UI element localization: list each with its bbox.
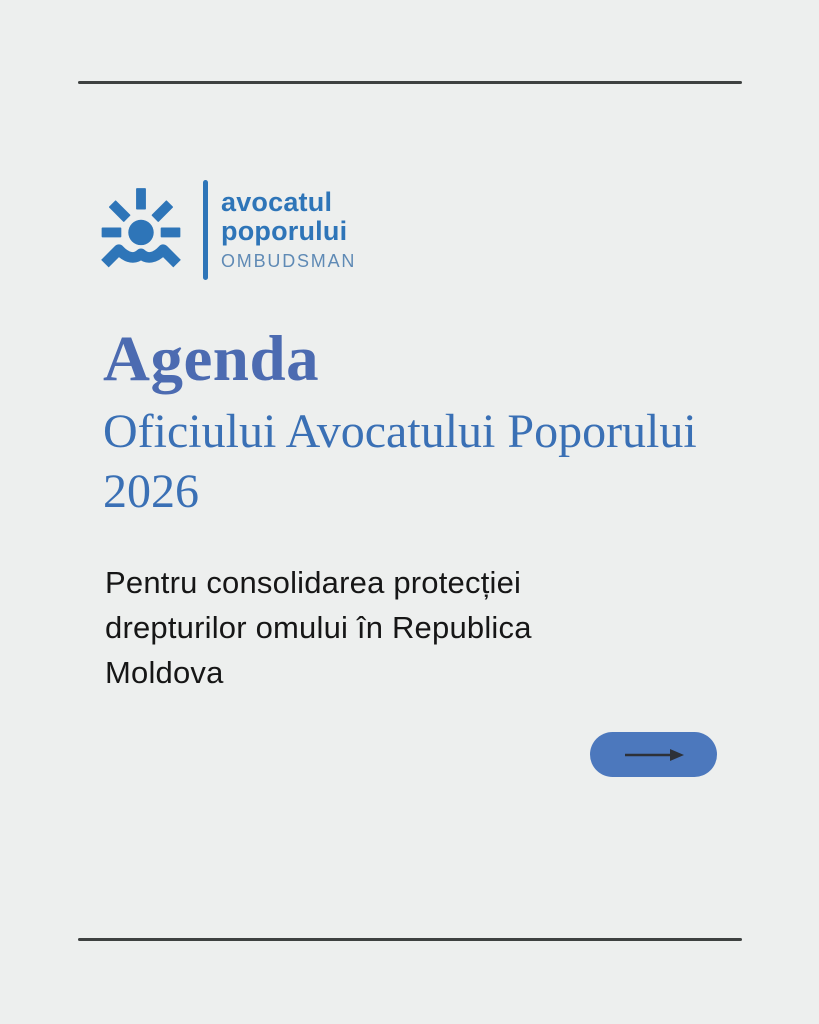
sun-eye-icon: [100, 183, 182, 277]
bottom-divider-line: [78, 938, 742, 941]
logo-subtext: OMBUDSMAN: [221, 251, 357, 271]
tagline-line-2: drepturilor omului în Republica: [105, 610, 532, 645]
logo-wordmark-line2: poporului: [221, 216, 348, 246]
logo-divider-bar: [203, 180, 208, 280]
tagline-line-1: Pentru consolidarea protecției: [105, 565, 522, 600]
page-title: Agenda: [103, 323, 320, 395]
logo-wordmark: [221, 188, 356, 272]
tagline: [105, 560, 532, 695]
next-button[interactable]: [590, 732, 717, 777]
page-year: 2026: [103, 465, 199, 518]
arrow-right-icon: [622, 747, 686, 763]
logo-wordmark-line1: avocatul: [221, 187, 333, 217]
page-subtitle: Oficiului Avocatului Poporului: [103, 405, 697, 458]
tagline-line-3: Moldova: [105, 655, 224, 690]
top-divider-line: [78, 81, 742, 84]
ombudsman-logo: [100, 180, 356, 280]
